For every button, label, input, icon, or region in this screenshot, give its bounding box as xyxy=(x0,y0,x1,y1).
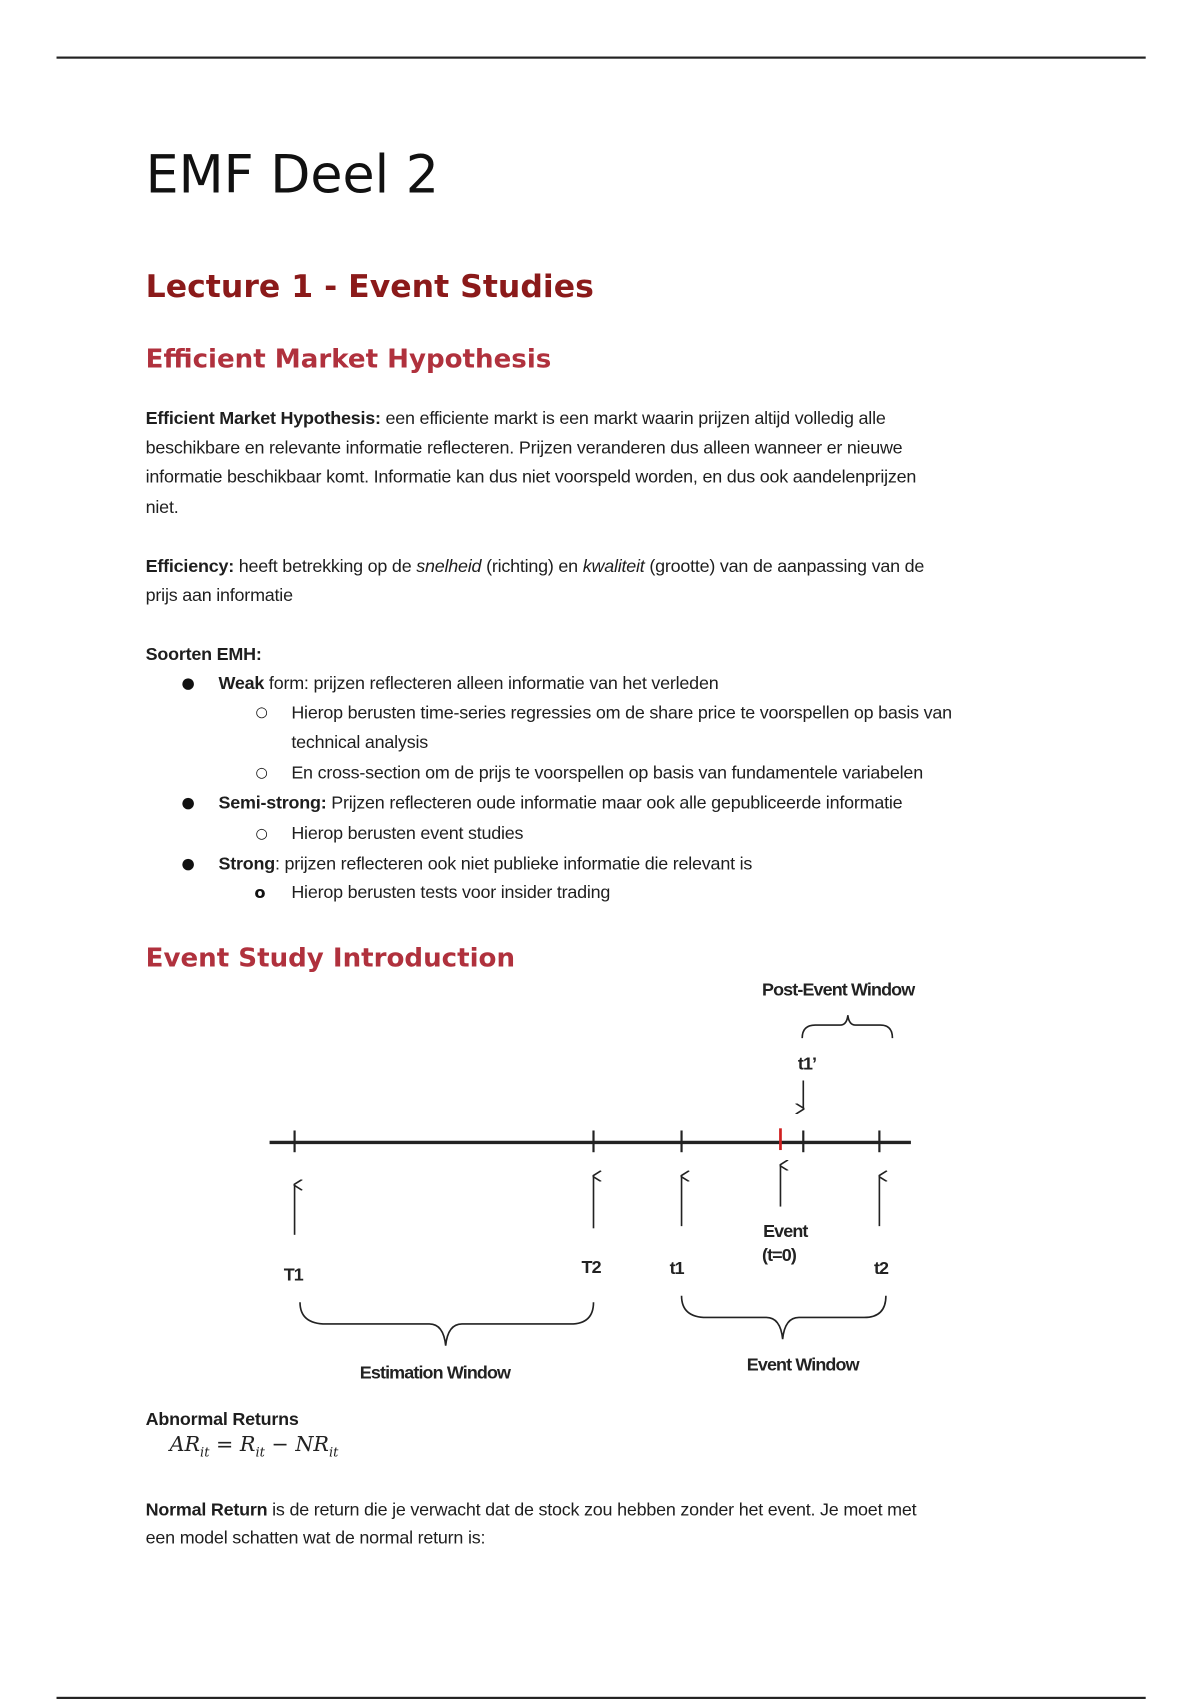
T1-label: T1 xyxy=(283,1264,303,1285)
f: AR xyxy=(169,1432,201,1457)
f: = xyxy=(209,1432,240,1457)
text: : prijzen reflecteren ook niet publieke informatie die relevant is xyxy=(274,854,753,874)
event-label: Event xyxy=(763,1221,808,1242)
sub-item: En cross-section om de prijs te voorspellen op basis van fundamentele variabelen xyxy=(291,763,923,783)
efficiency-line-2: prijs aan informatie xyxy=(145,585,293,606)
sub-bullet-icon: ○ xyxy=(255,765,268,782)
event-window-label: Event Window xyxy=(746,1354,859,1375)
abnormal-returns-heading: Abnormal Returns xyxy=(145,1409,299,1430)
sub-bullet-icon: ○ xyxy=(255,704,268,721)
normal-return-line-1 xyxy=(146,1500,917,1521)
document-title: EMF Deel 2 xyxy=(145,144,439,206)
sub-item: Hierop berusten event studies xyxy=(291,823,524,844)
estimation-window-label: Estimation Window xyxy=(359,1362,511,1383)
kwaliteit: kwaliteit xyxy=(582,556,645,577)
event-brace xyxy=(682,1296,886,1339)
bullet-icon: ● xyxy=(181,855,195,873)
efficiency-term: Efficiency: xyxy=(145,556,234,577)
event-study-heading: Event Study Introduction xyxy=(145,942,516,973)
emh-term: Efficient Market Hypothesis: xyxy=(145,408,381,429)
f: it xyxy=(328,1444,339,1460)
lecture-heading: Lecture 1 - Event Studies xyxy=(145,267,594,305)
f: it xyxy=(200,1444,210,1460)
T2-label: T2 xyxy=(581,1256,601,1277)
text: form: prijzen reflecteren alleen informatie van het verleden xyxy=(264,673,719,694)
normal-return-line-2: een model schatten wat de normal return is: xyxy=(145,1528,486,1548)
sub-item: Hierop berusten tests voor insider trading xyxy=(291,882,611,903)
text: (grootte) van de aanpassing van de xyxy=(644,556,925,577)
sub-bullet-icon: ○ xyxy=(255,826,268,843)
sub-item: Hierop berusten time-series regressies om de share price te voorspellen op basis van xyxy=(291,703,952,723)
event-t0-label: (t=0) xyxy=(761,1244,796,1265)
f: R xyxy=(239,1432,256,1457)
snelheid: snelheid xyxy=(416,556,482,577)
text: is de return die je verwacht dat de stock zou hebben zonder het event. Je moet met xyxy=(267,1500,917,1520)
t1-label: t1 xyxy=(669,1257,684,1278)
sub-bullet-icon: o xyxy=(254,882,266,903)
f: − xyxy=(264,1432,296,1457)
abnormal-return-formula xyxy=(170,1433,339,1460)
post-event-window-label: Post-Event Window xyxy=(761,979,915,1000)
f: it xyxy=(255,1444,265,1460)
term: Normal Return xyxy=(145,1500,268,1520)
term: Semi-strong: xyxy=(218,793,327,814)
term: Strong xyxy=(218,854,275,874)
t2-label: t2 xyxy=(873,1257,889,1278)
emh-line-3: informatie beschikbaar komt. Informatie kan dus niet voorspeld worden, en dus ook aandelenprijzen xyxy=(145,467,917,487)
soorten-heading: Soorten EMH: xyxy=(145,644,262,665)
emh-text: een efficiente markt is een markt waarin prijzen altijd volledig alle xyxy=(380,408,886,429)
text: (richting) en xyxy=(481,556,583,577)
f: NR xyxy=(295,1432,329,1457)
footer-rule xyxy=(57,1697,1146,1699)
t1-prime-label: t1’ xyxy=(797,1053,817,1074)
emh-heading: Efficient Market Hypothesis xyxy=(145,343,552,374)
term: Weak xyxy=(218,673,265,694)
bullet-icon: ● xyxy=(181,794,195,812)
post-event-brace xyxy=(802,1015,892,1038)
text: Prijzen reflecteren oude informatie maar ook alle gepubliceerde informatie xyxy=(326,793,903,814)
sub-item-cont: technical analysis xyxy=(291,732,428,753)
estimation-brace xyxy=(300,1302,593,1345)
text: heeft betrekking op de xyxy=(233,556,417,577)
emh-line-4: niet. xyxy=(145,497,179,518)
emh-line-2: beschikbare en relevante informatie reflecteren. Prijzen veranderen dus alleen wanneer er nieuwe xyxy=(145,438,903,458)
bullet-icon: ● xyxy=(181,675,195,693)
